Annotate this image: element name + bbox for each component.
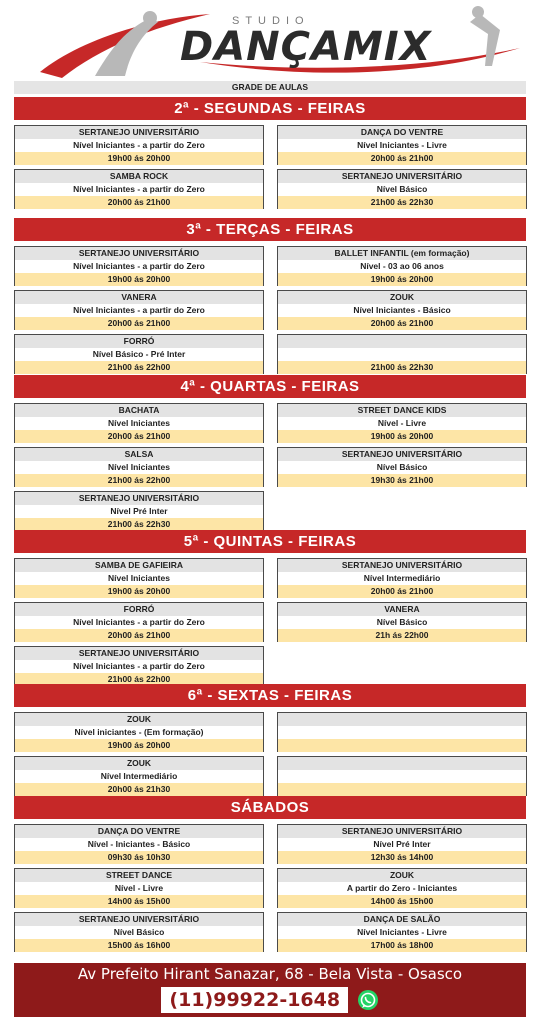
class-card — [14, 868, 264, 908]
class-name: SERTANEJO UNIVERSITÁRIO — [278, 170, 526, 183]
class-time: 20h00 ás 21h00 — [278, 152, 526, 165]
class-card — [277, 558, 527, 598]
class-time: 19h00 ás 20h00 — [15, 739, 263, 752]
class-level: Nível Iniciantes - Básico — [278, 304, 526, 317]
class-name: SERTANEJO UNIVERSITÁRIO — [15, 247, 263, 260]
class-time: 19h00 ás 20h00 — [278, 430, 526, 443]
class-time: 14h00 ás 15h00 — [15, 895, 263, 908]
class-level: Nível Iniciantes - Livre — [278, 139, 526, 152]
class-card — [14, 125, 264, 165]
class-card — [277, 169, 527, 209]
class-time: 19h00 ás 20h00 — [15, 273, 263, 286]
class-name: ZOUK — [15, 713, 263, 726]
class-time: 21h ás 22h00 — [278, 629, 526, 642]
class-level: A partir do Zero - Iniciantes — [278, 882, 526, 895]
class-card — [14, 403, 264, 443]
class-name: SAMBA ROCK — [15, 170, 263, 183]
class-time: 19h00 ás 20h00 — [278, 273, 526, 286]
class-card — [277, 712, 527, 752]
class-name: FORRÓ — [15, 335, 263, 348]
class-level: Nível Pré Inter — [278, 838, 526, 851]
class-level: Nível Básico — [278, 183, 526, 196]
class-time: 21h00 ás 22h30 — [278, 361, 526, 374]
class-level: Nível Pré Inter — [15, 505, 263, 518]
class-level: Nível Iniciantes — [15, 572, 263, 585]
class-level: Nível - 03 ao 06 anos — [278, 260, 526, 273]
class-time: 21h00 ás 22h30 — [15, 518, 263, 531]
studio-logo — [0, 0, 544, 80]
class-time: 15h00 ás 16h00 — [15, 939, 263, 952]
class-card — [14, 912, 264, 952]
class-level: Nível Iniciantes - Livre — [278, 926, 526, 939]
class-level: Nível - Iniciantes - Básico — [15, 838, 263, 851]
footer — [14, 963, 526, 1017]
logo-brand-text: DANÇAMIX — [180, 24, 432, 70]
class-name: SERTANEJO UNIVERSITÁRIO — [278, 825, 526, 838]
class-time: 20h00 ás 21h00 — [15, 430, 263, 443]
whatsapp-icon — [357, 989, 379, 1011]
class-card — [14, 558, 264, 598]
class-level: Nível Iniciantes - a partir do Zero — [15, 183, 263, 196]
class-name: ZOUK — [278, 291, 526, 304]
class-time: 21h00 ás 22h00 — [15, 361, 263, 374]
class-time — [278, 783, 526, 796]
class-level — [278, 770, 526, 783]
class-name: ZOUK — [278, 869, 526, 882]
class-time: 20h00 ás 21h00 — [278, 585, 526, 598]
class-card — [14, 491, 264, 531]
class-name: VANERA — [278, 603, 526, 616]
class-name: DANÇA DO VENTRE — [15, 825, 263, 838]
class-card — [277, 602, 527, 642]
class-card — [277, 447, 527, 487]
class-level: Nível Básico — [278, 616, 526, 629]
class-name: SERTANEJO UNIVERSITÁRIO — [278, 559, 526, 572]
class-name: DANÇA DO VENTRE — [278, 126, 526, 139]
phone-number[interactable]: (11)99922-1648 — [161, 987, 348, 1013]
class-time: 21h00 ás 22h00 — [15, 474, 263, 487]
class-card — [277, 334, 527, 374]
class-card — [14, 169, 264, 209]
day-header: 3ª - TERÇAS - FEIRAS — [14, 218, 526, 241]
class-name: DANÇA DE SALÃO — [278, 913, 526, 926]
class-name: SERTANEJO UNIVERSITÁRIO — [15, 492, 263, 505]
class-level: Nível Iniciantes - a partir do Zero — [15, 260, 263, 273]
class-time: 14h00 ás 15h00 — [278, 895, 526, 908]
class-time: 19h00 ás 20h00 — [15, 152, 263, 165]
class-level: Nível Básico — [15, 926, 263, 939]
class-name: SERTANEJO UNIVERSITÁRIO — [278, 448, 526, 461]
class-card — [277, 912, 527, 952]
class-name: SERTANEJO UNIVERSITÁRIO — [15, 126, 263, 139]
class-level: Nível Iniciantes - a partir do Zero — [15, 616, 263, 629]
class-time: 17h00 ás 18h00 — [278, 939, 526, 952]
class-card — [14, 334, 264, 374]
class-time: 21h00 ás 22h30 — [278, 196, 526, 209]
day-header: SÁBADOS — [14, 796, 526, 819]
class-level: Nível Intermediário — [278, 572, 526, 585]
logo-studio-text: STUDIO — [232, 15, 310, 27]
class-level: Nível Iniciantes - a partir do Zero — [15, 304, 263, 317]
class-card — [14, 447, 264, 487]
class-name: SERTANEJO UNIVERSITÁRIO — [15, 647, 263, 660]
class-card — [277, 756, 527, 796]
class-level: Nível Iniciantes - a partir do Zero — [15, 660, 263, 673]
class-card — [277, 868, 527, 908]
class-level: Nível Básico - Pré Inter — [15, 348, 263, 361]
class-card — [14, 602, 264, 642]
class-card — [277, 246, 527, 286]
class-name: STREET DANCE — [15, 869, 263, 882]
class-card — [14, 646, 264, 686]
class-card — [14, 246, 264, 286]
class-time: 20h00 ás 21h00 — [278, 317, 526, 330]
class-name — [278, 713, 526, 726]
class-time: 09h30 ás 10h30 — [15, 851, 263, 864]
class-name: ZOUK — [15, 757, 263, 770]
class-card — [14, 290, 264, 330]
class-time: 20h00 ás 21h00 — [15, 196, 263, 209]
class-level: Nível - Livre — [15, 882, 263, 895]
day-header: 4ª - QUARTAS - FEIRAS — [14, 375, 526, 398]
class-card — [277, 290, 527, 330]
address: Av Prefeito Hirant Sanazar, 68 - Bela Vista - Osasco — [77, 965, 463, 983]
class-name: BACHATA — [15, 404, 263, 417]
class-name: VANERA — [15, 291, 263, 304]
class-level: Nível Iniciantes - a partir do Zero — [15, 139, 263, 152]
class-time: 20h00 ás 21h00 — [15, 629, 263, 642]
class-level: Nível iniciantes - (Em formação) — [15, 726, 263, 739]
class-level: Nível Iniciantes — [15, 461, 263, 474]
class-level: Nível Básico — [278, 461, 526, 474]
class-name: SALSA — [15, 448, 263, 461]
class-name — [278, 335, 526, 348]
class-card — [277, 125, 527, 165]
class-level: Nível - Livre — [278, 417, 526, 430]
day-header: 2ª - SEGUNDAS - FEIRAS — [14, 97, 526, 120]
class-time: 12h30 ás 14h00 — [278, 851, 526, 864]
class-name — [278, 757, 526, 770]
class-name: BALLET INFANTIL (em formação) — [278, 247, 526, 260]
class-time — [278, 739, 526, 752]
class-time: 19h30 ás 21h00 — [278, 474, 526, 487]
day-header: 6ª - SEXTAS - FEIRAS — [14, 684, 526, 707]
class-name: SERTANEJO UNIVERSITÁRIO — [15, 913, 263, 926]
class-card — [14, 824, 264, 864]
phone-contact[interactable] — [14, 987, 526, 1013]
class-card — [14, 712, 264, 752]
class-time: 21h00 ás 22h00 — [15, 673, 263, 686]
class-level: Nível Intermediário — [15, 770, 263, 783]
grade-title: GRADE DE AULAS — [14, 81, 526, 94]
class-card — [14, 756, 264, 796]
class-level — [278, 348, 526, 361]
class-level — [278, 726, 526, 739]
class-name: SAMBA DE GAFIEIRA — [15, 559, 263, 572]
day-header: 5ª - QUINTAS - FEIRAS — [14, 530, 526, 553]
class-level: Nível Iniciantes — [15, 417, 263, 430]
class-card — [277, 824, 527, 864]
class-card — [277, 403, 527, 443]
class-time: 20h00 ás 21h30 — [15, 783, 263, 796]
class-name: FORRÓ — [15, 603, 263, 616]
class-time: 19h00 ás 20h00 — [15, 585, 263, 598]
class-time: 20h00 ás 21h00 — [15, 317, 263, 330]
class-name: STREET DANCE KIDS — [278, 404, 526, 417]
